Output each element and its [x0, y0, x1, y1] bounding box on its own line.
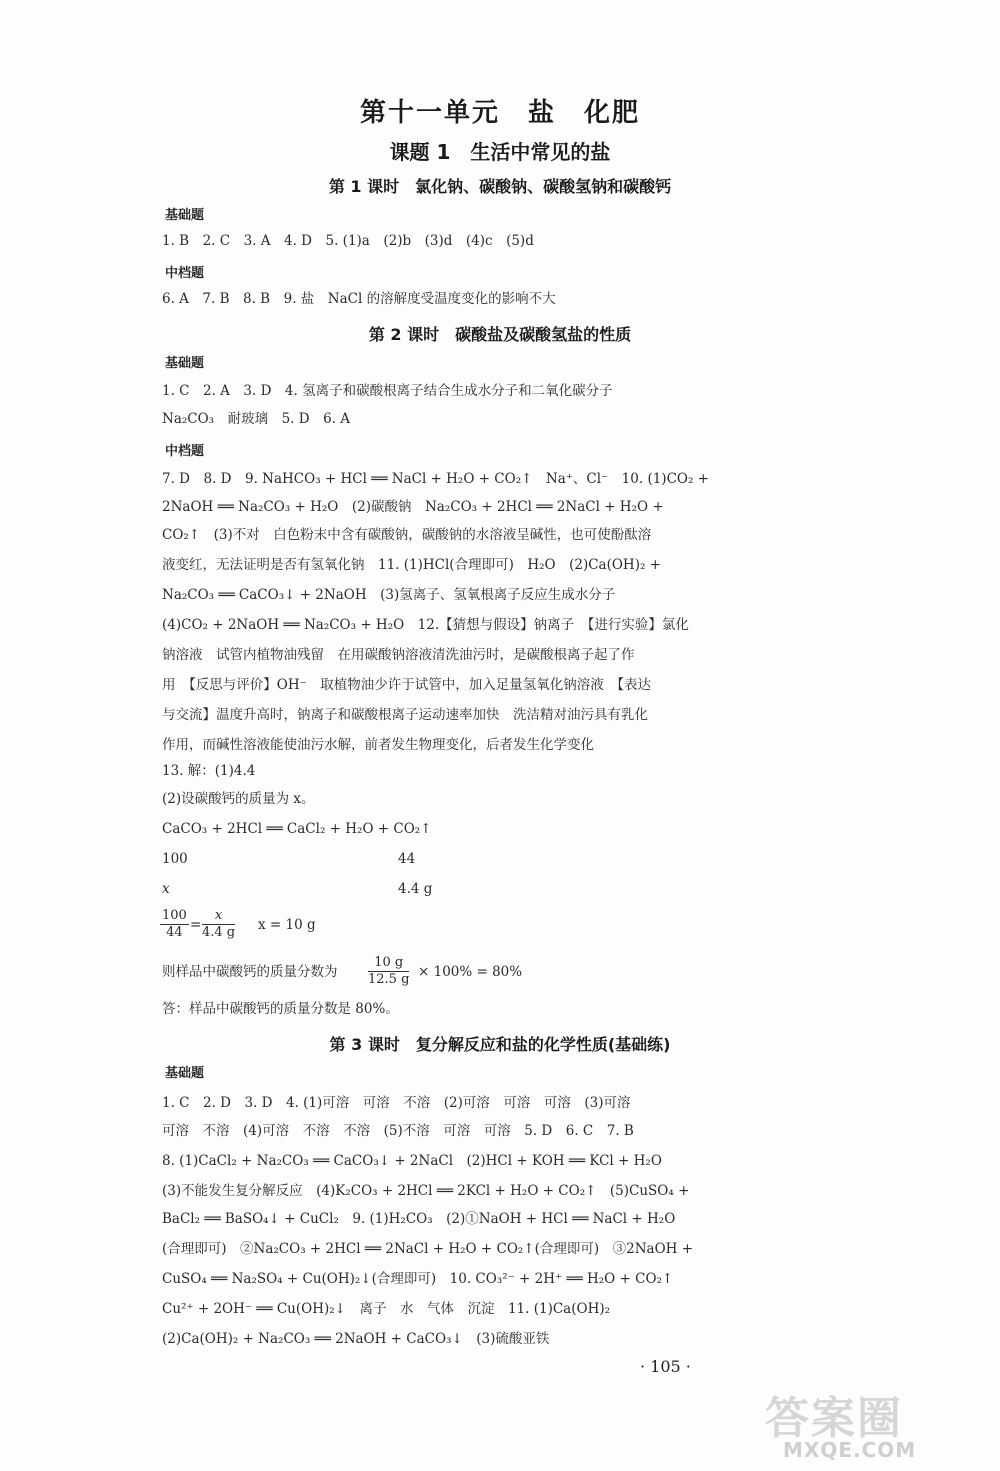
q13-molar-mass-2: 44 [398, 851, 416, 867]
watermark-title: 答案圈 [765, 1393, 903, 1444]
lesson-2-mid-line: 液变红，无法证明是否有氢氧化钠 11. (1)HCl(合理即可) H₂O (2)Ca(OH)₂ + [162, 557, 661, 573]
lesson-2-basic-line: Na₂CO₃ 耐玻璃 5. D 6. A [162, 411, 350, 427]
q13-equation: CaCO₃ + 2HCl ══ CaCl₂ + H₂O + CO₂↑ [162, 821, 432, 837]
lesson-3-basic-label: 基础题 [165, 1066, 205, 1081]
q13-unknown: x [162, 881, 170, 897]
lesson-2-mid-line: 与交流】温度升高时，钠离子和碳酸根离子运动速率加快 洗洁精对油污具有乳化 [162, 707, 648, 723]
q13-assumption: (2)设碳酸钙的质量为 x。 [162, 791, 315, 807]
topic-title: 课题 1 生活中常见的盐 [389, 140, 611, 164]
lesson-2-mid-line: 7. D 8. D 9. NaHCO₃ + HCl ══ NaCl + H₂O + CO₂↑ Na⁺、Cl⁻ 10. (1)CO₂ + [162, 471, 709, 487]
lesson-1-mid-answers: 6. A 7. B 8. B 9. 盐 NaCl 的溶解度受温度变化的影响不大 [162, 291, 556, 307]
lesson-3-line: 8. (1)CaCl₂ + Na₂CO₃ ══ CaCO₃↓ + 2NaCl (2)HCl + KOH ══ KCl + H₂O [162, 1153, 662, 1169]
lesson-3-title: 第 3 课时 复分解反应和盐的化学性质(基础练) [329, 1035, 671, 1054]
q13-equals: = [190, 917, 202, 933]
lesson-2-basic-line: 1. C 2. A 3. D 4. 氢离子和碳酸根离子结合生成水分子和二氧化碳分子 [162, 383, 613, 399]
lesson-2-mid-line: CO₂↑ (3)不对 白色粉末中含有碳酸钠，碳酸钠的水溶液呈碱性，也可使酚酞溶 [162, 527, 652, 543]
q13-molar-mass-1: 100 [162, 851, 188, 867]
lesson-1-basic-label: 基础题 [165, 208, 205, 223]
lesson-1-title: 第 1 课时 氯化钠、碳酸钠、碳酸氢钠和碳酸钙 [328, 177, 672, 196]
fraction-numerator: x [202, 908, 235, 925]
q13-result: x = 10 g [258, 917, 316, 933]
lesson-3-line: (2)Ca(OH)₂ + Na₂CO₃ ══ 2NaOH + CaCO₃↓ (3)硫酸亚铁 [162, 1331, 550, 1347]
lesson-1-basic-answers: 1. B 2. C 3. A 4. D 5. (1)a (2)b (3)d (4)c (5)d [162, 233, 534, 249]
lesson-3-line: BaCl₂ ══ BaSO₄↓ + CuCl₂ 9. (1)H₂CO₃ (2)①NaOH + HCl ══ NaCl + H₂O [162, 1211, 676, 1227]
lesson-2-mid-line: (4)CO₂ + 2NaOH ══ Na₂CO₃ + H₂O 12.【猜想与假设】钠离子 【进行实验】氯化 [162, 617, 689, 633]
lesson-2-mid-line: Na₂CO₃ ══ CaCO₃↓ + 2NaOH (3)氢离子、氢氧根离子反应生成水分子 [162, 587, 616, 603]
lesson-2-mid-line: 2NaOH ══ Na₂CO₃ + H₂O (2)碳酸钠 Na₂CO₃ + 2HCl ══ 2NaCl + H₂O + [162, 499, 664, 515]
q13-fraction-left [160, 908, 189, 941]
lesson-2-mid-line: 钠溶液 试管内植物油残留 在用碳酸钠溶液清洗油污时，是碳酸根离子起了作 [162, 647, 635, 663]
q13-heading: 13. 解：(1)4.4 [162, 763, 256, 779]
lesson-2-title: 第 2 课时 碳酸盐及碳酸氢盐的性质 [368, 325, 632, 344]
lesson-3-line: 1. C 2. D 3. D 4. (1)可溶 可溶 不溶 (2)可溶 可溶 可溶 (3)可溶 [162, 1095, 631, 1111]
lesson-1-mid-label: 中档题 [165, 266, 205, 281]
lesson-3-line: 可溶 不溶 (4)可溶 不溶 不溶 (5)不溶 可溶 可溶 5. D 6. C 7. B [162, 1123, 634, 1139]
fraction-denominator: 4.4 g [202, 925, 236, 940]
fraction-numerator: 100 [162, 908, 187, 923]
lesson-2-basic-label: 基础题 [165, 356, 205, 371]
fraction-numerator: 10 g [368, 955, 409, 972]
page-number: · 105 · [640, 1357, 691, 1376]
lesson-2-mid-line: 作用，而碱性溶液能使油污水解，前者发生物理变化，后者发生化学变化 [162, 737, 594, 753]
watermark-domain: MXQE.COM [783, 1438, 917, 1462]
lesson-3-line: CuSO₄ ══ Na₂SO₄ + Cu(OH)₂↓(合理即可) 10. CO₃²⁻ + 2H⁺ ══ H₂O + CO₂↑ [162, 1271, 674, 1287]
q13-ratio-fraction [368, 955, 409, 988]
lesson-3-line: Cu²⁺ + 2OH⁻ ══ Cu(OH)₂↓ 离子 水 气体 沉淀 11. (1)Ca(OH)₂ [162, 1301, 611, 1317]
fraction-denominator: 44 [166, 925, 183, 940]
q13-known-mass: 4.4 g [398, 881, 433, 897]
q13-ratio-prefix: 则样品中碳酸钙的质量分数为 [162, 964, 338, 980]
q13-fraction-right [202, 908, 235, 941]
watermark-logo [765, 1382, 985, 1462]
q13-answer: 答：样品中碳酸钙的质量分数是 80%。 [162, 1001, 399, 1017]
lesson-3-line: (3)不能发生复分解反应 (4)K₂CO₃ + 2HCl ══ 2KCl + H₂O + CO₂↑ (5)CuSO₄ + [162, 1183, 690, 1199]
q13-ratio-suffix: × 100% = 80% [418, 964, 523, 980]
unit-title: 第十一单元 盐 化肥 [359, 98, 640, 128]
lesson-2-mid-label: 中档题 [165, 444, 205, 459]
lesson-3-line: (合理即可) ②Na₂CO₃ + 2HCl ══ 2NaCl + H₂O + CO₂↑(合理即可) ③2NaOH + [162, 1241, 694, 1257]
lesson-2-mid-line: 用 【反思与评价】OH⁻ 取植物油少许于试管中，加入足量氢氧化钠溶液 【表达 [162, 677, 651, 693]
fraction-denominator: 12.5 g [368, 972, 410, 987]
